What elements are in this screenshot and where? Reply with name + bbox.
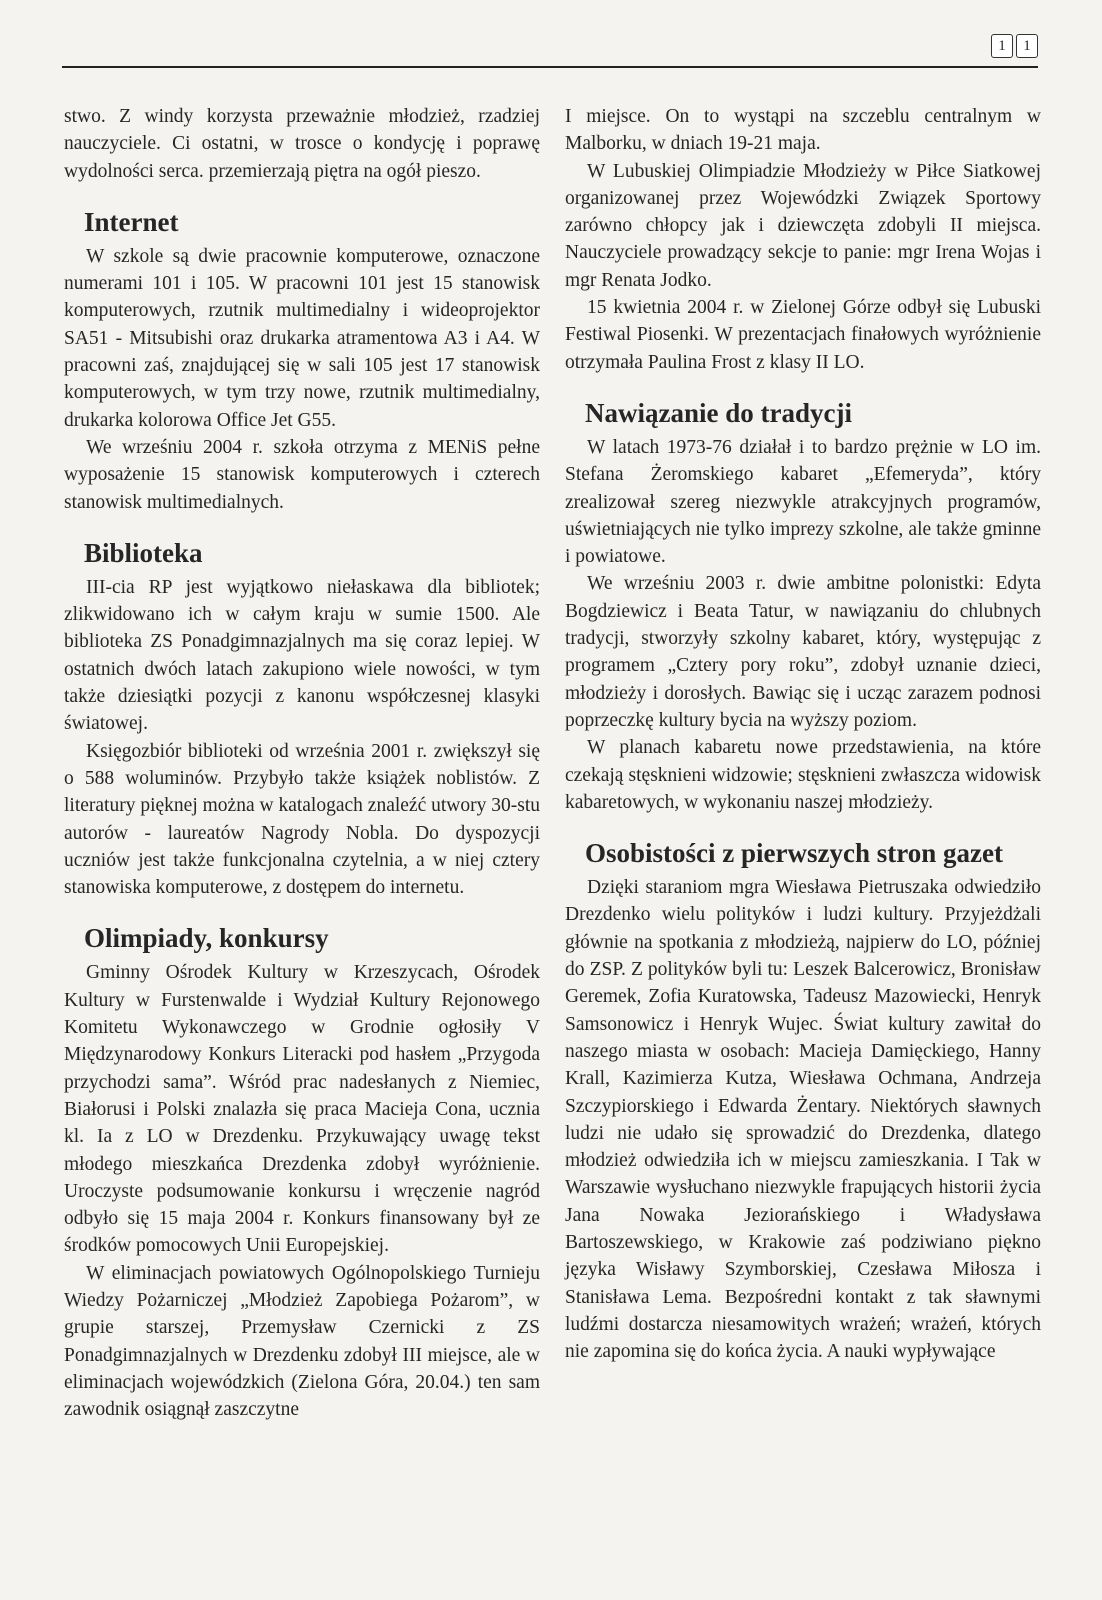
paragraph: We wrześniu 2004 r. szkoła otrzyma z MENiS pełne wyposażenie 15 stanowisk komputerowych i czterech stanowisk multimedialnych. (64, 436, 540, 513)
page-number-digit: 1 (991, 34, 1013, 58)
section-heading-internet: Internet (84, 206, 179, 237)
paragraph: Księgozbiór biblioteki od września 2001 r. zwiększył się o 588 woluminów. Przybyło także książek noblistów. Z literatury pięknej można w katalogach znaleźć utwory 30-stu autorów - laureatów Nagrody Nobla. Do dyspozycji uczniów jest także funkcjonalna czytelnia, a w niej cztery stanowiska komputerowe, z dostępem do internetu. (64, 740, 540, 899)
section-heading-tradycja: Nawiązanie do tradycji (585, 397, 852, 428)
right-column (565, 103, 1041, 1365)
page-number-digit: 1 (1016, 34, 1038, 58)
paragraph: 15 kwietnia 2004 r. w Zielonej Górze odbył się Lubuski Festiwal Piosenki. W prezentacjach finałowych wyróżnienie otrzymała Paulina Frost z klasy II LO. (565, 297, 1041, 373)
section-heading-biblioteka: Biblioteka (84, 537, 203, 568)
paragraph: Dzięki staraniom mgra Wiesława Pietruszaka odwiedziło Drezdenko wielu polityków i ludzi kultury. Przyjeżdżali głównie na spotkania z młodzieżą, najpierw do LO, później do ZSP. Z polityków byli tu: Leszek Balcerowicz, Bronisław Geremek, Zofia Kuratowska, Tadeusz Mazowiecki, Henryk Samsonowicz i Henryk Wujec. Świat kultury zawitał do naszego miasta w osobach: Macieja Damięckiego, Hanny Krall, Kazimierza Kutza, Wiesława Ochmana, Andrzeja Szczypiorskiego i Edwarda Żentary. Niektórych sławnych ludzi nie udało się sprowadzić do Drezdenka, dlatego młodzież odwiedziła ich w miejscu zamieszkania. I Tak w Warszawie wysłuchano niezwykle frapujących historii życia Jana Nowaka Jeziorańskiego i Władysława Bartoszewskiego, w Krakowie zaś podziwiano piękno języka Wisławy Szymborskiej, Czesława Miłosza i Stanisława Lema. Bezpośredni kontakt z tak sławnymi ludźmi dostarcza niesamowitych wrażeń; wrażeń, których nie zapomina się do końca życia. A nauki wypływające (565, 877, 1041, 1363)
header-rule (62, 66, 1038, 68)
paragraph: W latach 1973-76 działał i to bardzo prężnie w LO im. Stefana Żeromskiego kabaret „Efemeryda”, który zrealizował szereg niezwykle atrakcyjnych programów, uświetniających nie tylko imprezy szkolne, ale także gminne i powiatowe. (565, 436, 1041, 568)
paragraph: We wrześniu 2003 r. dwie ambitne polonistki: Edyta Bogdziewicz i Beata Tatur, w nawiązaniu do chlubnych tradycji, stworzyły szkolny kabaret, który, występując z programem „Cztery pory roku”, zdobył uznanie dzieci, młodzieży i dorosłych. Bawiąc się i ucząc zarazem podnosi poprzeczkę kultury bycia na wyższy poziom. (565, 573, 1041, 731)
paragraph: stwo. Z windy korzysta przeważnie młodzież, rzadziej nauczyciele. Ci ostatni, w trosce o kondycję i poprawę wydolności serca. przemierzają piętra na ogół pieszo. (64, 106, 540, 182)
paragraph: Gminny Ośrodek Kultury w Krzeszycach, Ośrodek Kultury w Furstenwalde i Wydział Kultury Rejonowego Komitetu Wykonawczego w Grodnie ogłosiły V Międzynarodowy Konkurs Literacki pod hasłem „Przygoda przychodzi sama”. Wśród prac nadesłanych z Niemiec, Białorusi i Polski znalazła się praca Macieja Cona, ucznia kl. Ia z LO w Drezdenku. Przykuwający uwagę tekst młodego mieszkańca Drezdenka zdobył wyróżnienie. Uroczyste podsumowanie konkursu i wręczenie nagród odbyło się 15 maja 2004 r. Konkurs finansowany był ze środków pomocowych Unii Europejskiej. (64, 962, 540, 1257)
paragraph: I miejsce. On to wystąpi na szczeblu centralnym w Malborku, w dniach 19-21 maja. (565, 106, 1041, 155)
section-heading-olimpiady: Olimpiady, konkursy (84, 923, 329, 954)
section-heading-osobistosci: Osobistości z pierwszych stron gazet (585, 838, 1003, 869)
paragraph: W Lubuskiej Olimpiadzie Młodzieży w Piłce Siatkowej organizowanej przez Wojewódzki Związek Sportowy zarówno chłopcy jak i dziewczęta zdobyli II miejsca. Nauczyciele prowadzący sekcje to panie: mgr Irena Wojas i mgr Renata Jodko. (565, 160, 1041, 291)
left-column (64, 103, 540, 1423)
paragraph: W planach kabaretu nowe przedstawienia, na które czekają stęsknieni widzowie; stęsknieni zwłaszcza widowisk kabaretowych, w wykonaniu naszej młodzieży. (565, 737, 1041, 813)
paragraph: W szkole są dwie pracownie komputerowe, oznaczone numerami 101 i 105. W pracowni 101 jest 15 stanowisk komputerowych, rzutnik multimedialny i wideoprojektor SA51 - Mitsubishi oraz drukarka atramentowa A3 i A4. W pracowni zaś, znajdującej się w sali 105 jest 17 stanowisk komputerowych, w tym trzy nowe, rzutnik multimedialny, drukarka kolorowa Office Jet G55. (64, 245, 540, 431)
paragraph: W eliminacjach powiatowych Ogólnopolskiego Turnieju Wiedzy Pożarniczej „Młodzież Zapobiega Pożarom”, w grupie starszej, Przemysław Czernicki z ZS Ponadgimnazjalnych w Drezdenku zdobył III miejsce, ale w eliminacjach wojewódzkich (Zielona Góra, 20.04.) ten sam zawodnik osiągnął zaszczytne (64, 1262, 540, 1421)
paragraph: III-cia RP jest wyjątkowo niełaskawa dla bibliotek; zlikwidowano ich w całym kraju w sumie 1500. Ale biblioteka ZS Ponadgimnazjalnych ma się coraz lepiej. W ostatnich dwóch latach zakupiono wiele nowości, w tym także dziesiątki pozycji z kanonu współczesnej klasyki światowej. (64, 576, 540, 735)
page-number (991, 34, 1038, 58)
